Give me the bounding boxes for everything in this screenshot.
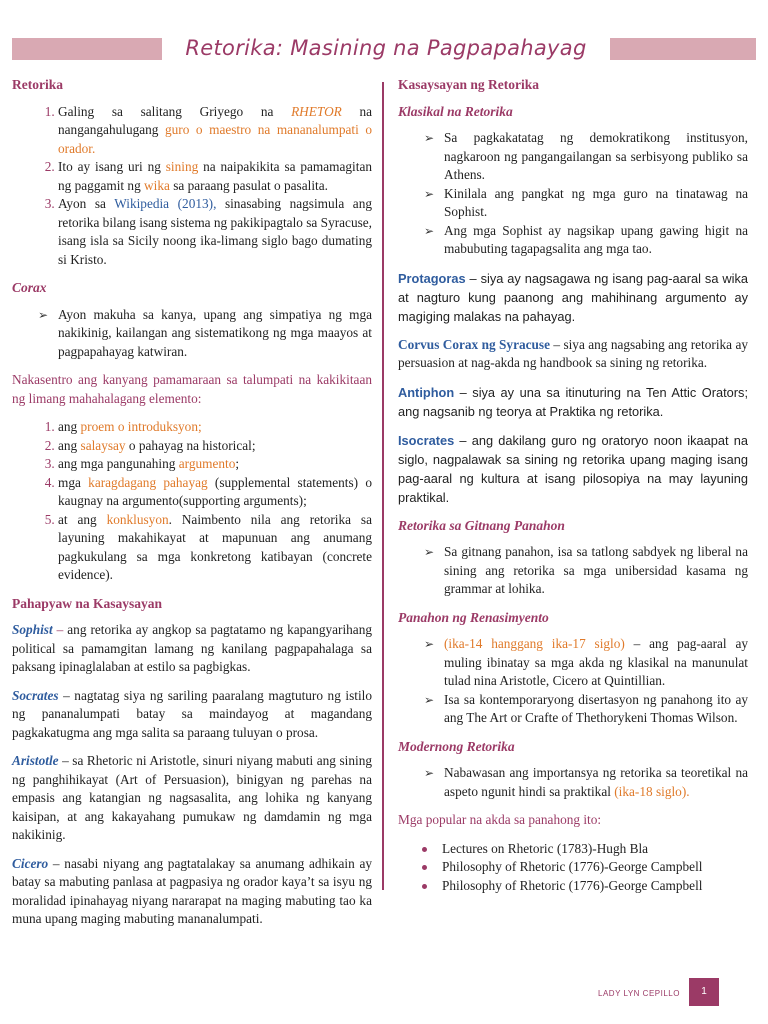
corax-list xyxy=(12,306,372,362)
gitna-list xyxy=(398,543,748,599)
list-item: Philosophy of Rhetoric (1776)-George Campbell xyxy=(442,858,748,877)
list-item: 3. ang mga pangunahing argumento; xyxy=(58,455,372,474)
section-heading-retorika: Retorika xyxy=(12,77,63,92)
list-item: 2. Ito ay isang uri ng sining na naipakikita sa pamamagitan ng paggamit ng wika sa paraang pasulat o pasalita. xyxy=(58,158,372,195)
list-item: ➢ Sa gitnang panahon, isa sa tatlong sabdyek ng liberal na sining ang retorika sa mga unibersidad kasama ng grammar at lohika. xyxy=(444,543,748,599)
list-item: ➢ Nabawasan ang importansya ng retorika sa teoretikal na aspeto ngunit hindi sa praktikal (ika-18 siglo). xyxy=(444,764,748,801)
person-corvus-corax: Corvus Corax ng Syracuse – siya ang nagsabing ang retorika ay persuasion at nag-akda ng handbook sa sining ng retorika. xyxy=(398,336,749,370)
section-heading-kasaysayan: Kasaysayan ng Retorika xyxy=(398,77,540,92)
moderno-list xyxy=(398,764,748,801)
list-item: 4. mga karagdagang pahayag (supplemental statements) o kaugnay na argumento(supporting arguments); xyxy=(58,474,372,511)
figure-cicero: Cicero – nasabi niyang ang pagtatalakay sa anumang adhikain ay batay sa mabuting panlasa at pagpasiya ng orador kaya’t sa isyu ng moralidad ipinahayag niyang nararapat na maging mabuting tao ka muna upang maging mabuting mananalumpati. xyxy=(12,855,373,926)
header-bar-left xyxy=(12,38,162,60)
section-heading-renasimyento: Panahon ng Renasimyento xyxy=(398,609,549,625)
header-bar-right xyxy=(610,38,756,60)
right-column xyxy=(398,76,748,905)
list-item: ➢ (ika-14 hanggang ika-17 siglo) – ang pag-aaral ay muling ibinatay sa mga akda ng klasikal na manunulat tulad nina Aristotle, Cicero at Quintillian. xyxy=(444,635,748,691)
retorika-list xyxy=(12,103,372,270)
person-antiphon: Antiphon – siya ay una sa itinuturing na Ten Attic Orators; ang nagsanib ng teorya at Praktika ng retorika. xyxy=(398,384,749,419)
list-item: 2. ang salaysay o pahayag na historical; xyxy=(58,437,372,456)
list-item: 1. Galing sa salitang Griyego na RHETOR na nangangahulugang guro o maestro na mananalumpati o orador. xyxy=(58,103,372,159)
list-item: 3. Ayon sa Wikipedia (2013), sinasabing nagsimula ang retorika bilang isang sistema ng pakikipagtalo sa Syracuse, isang isla sa Sicily noong ika-limang siglo bago dumating si Kristo. xyxy=(58,195,372,269)
klasikal-list xyxy=(398,129,748,259)
left-column xyxy=(12,76,372,939)
column-divider xyxy=(382,82,384,890)
list-item: ➢ Sa pagkakatatag ng demokratikong institusyon, nagkaroon ng pangangailangan sa serbisyong publiko sa Athens. xyxy=(444,129,748,185)
figure-aristotle: Aristotle – sa Rhetoric ni Aristotle, sinuri niyang mabuti ang sining ng panghihikayat (Art of Persuasion), binigyan ng parehas na empasis ang katangian ng nagsasalita, ang lohika ng kanyang kaisipan, at ang kakayahang pumukaw ng damdamin ng mga nakikinig. xyxy=(12,753,372,842)
section-heading-pahapyaw: Pahapyaw na Kasaysayan xyxy=(12,595,163,611)
list-item: ➢ Kinilala ang pangkat ng mga guro na tinatawag na Sophist. xyxy=(444,185,748,222)
popular-list xyxy=(398,840,748,896)
person-protagoras: Protagoras – siya ay nagsagawa ng isang pag-aaral sa wika at nagturo kung paanong ang mahihinang argumento ay magiging malakas na pahayag. xyxy=(398,270,748,324)
corax-intro: Nakasentro ang kanyang pamamaraan sa talumpati na kakikitaan ng limang mahahalagang elemento: xyxy=(12,372,372,406)
list-item: Lectures on Rhetoric (1783)-Hugh Bla xyxy=(442,840,748,859)
renasimyento-list xyxy=(398,635,748,728)
footer-author: LADY LYN CEPILLO xyxy=(598,989,680,998)
section-heading-corax: Corax xyxy=(12,280,47,295)
section-heading-klasikal: Klasikal na Retorika xyxy=(398,103,513,119)
list-item: Philosophy of Rhetoric (1776)-George Campbell xyxy=(442,877,748,896)
list-item: 1. ang proem o introduksyon; xyxy=(58,418,372,437)
section-heading-moderno: Modernong Retorika xyxy=(398,738,515,754)
page-title: Retorika: Masining na Pagpapahayag xyxy=(185,36,587,60)
list-item: ➢ Isa sa kontemporaryong disertasyon ng panahong ito ay ang The Art or Crafte of Thethorykeni Thomas Wilson. xyxy=(444,691,748,728)
popular-heading: Mga popular na akda sa panahong ito: xyxy=(398,812,602,827)
section-heading-gitna: Retorika sa Gitnang Panahon xyxy=(398,517,565,533)
figure-sophist: Sophist – ang retorika ay angkop sa pagtatamo ng kapangyarihang political sa pamamgitan lamang ng kanilang pagpapahalaga sa paksang ipinaglalaban at estilo sa pagbigkas. xyxy=(12,622,373,674)
list-item: ➢ Ayon makuha sa kanya, upang ang simpatiya ng mga nakikinig, kailangan ang sistematikong ng mga maayos at pagpapahayag katwiran. xyxy=(58,306,372,362)
elements-list xyxy=(12,418,372,585)
list-item: 5. at ang konklusyon. Naimbento nila ang retorika sa layuning makahikayat at mapunuan ang anumang pagkukulang sa mga konkretong katibayan (concrete evidence). xyxy=(58,511,372,585)
figure-socrates: Socrates – nagtatag siya ng sariling paaralang magtuturo ng istilo ng pananalumpati batay sa maindayog at magandang pagkakatugma ang mga salita sa paraang tuluyan o prosa. xyxy=(12,687,373,740)
list-item: ➢ Ang mga Sophist ay nagsikap upang gawing higit na mabubuting tagapagsalita ang mga tao. xyxy=(444,222,748,259)
person-isocrates: Isocrates – ang dakilang guro ng oratoryo noon ikaapat na siglo, nagpalawak sa sining ng retorika upang maging isang pag-aaral ng kultura at isang pilosopiya na may layuning praktikal. xyxy=(398,432,748,505)
page-number: 1 xyxy=(689,978,719,1006)
